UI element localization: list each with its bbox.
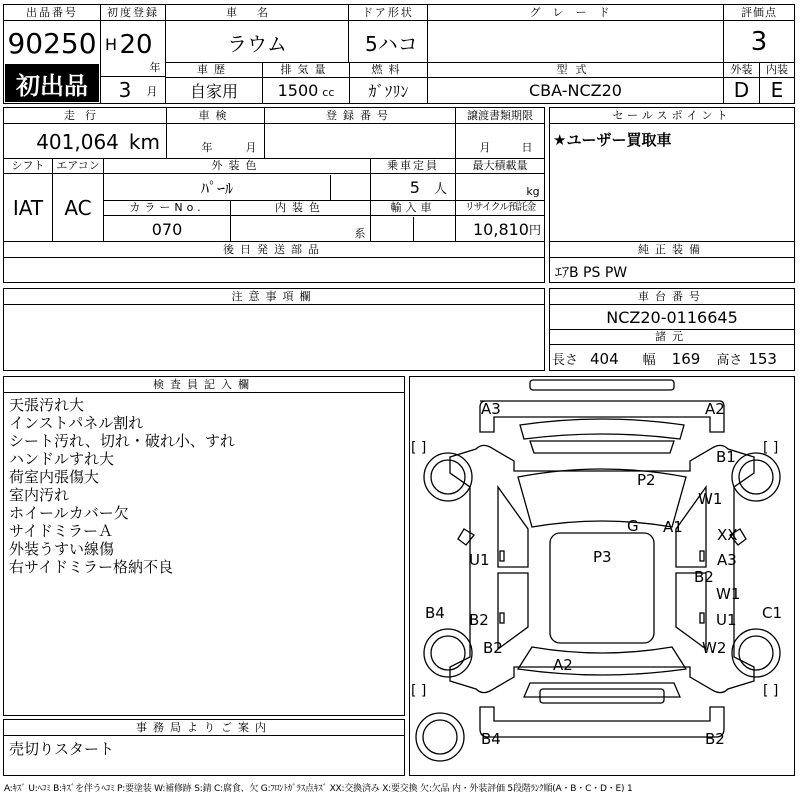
aircon-label: エアコン — [53, 158, 103, 174]
transfer-day-unit: 日 — [521, 141, 533, 154]
displacement-label: 排気量 — [263, 62, 349, 78]
max-load-label: 最大積載量 — [456, 158, 544, 174]
later-parts-label: 後日発送部品 — [4, 242, 544, 258]
height-label: 高さ — [716, 353, 743, 368]
damage-code: B2 — [705, 730, 725, 748]
dimensions-label: 諸元 — [550, 329, 794, 345]
capacity-unit: 人 — [433, 182, 447, 197]
inspector-note: ハンドルすれ大 — [9, 450, 115, 468]
caution-label: 注意事項欄 — [4, 289, 544, 305]
model-value: CBA-NCZ20 — [529, 80, 622, 100]
registration-era: H — [104, 34, 118, 54]
door-label: ドア形状 — [349, 5, 427, 21]
chassis-label: 車台番号 — [550, 289, 794, 305]
recycle-value — [456, 217, 544, 241]
damage-code: U1 — [469, 551, 490, 569]
inspector-note: シート汚れ、切れ・破れ小、すれ — [9, 432, 235, 450]
exterior-grade: D — [733, 78, 750, 102]
int-color-label: 内装色 — [231, 200, 370, 216]
damage-code: A3 — [717, 551, 737, 569]
damage-code: B2 — [469, 611, 489, 629]
legend-text: A:ｷｽﾞ U:ﾍｺﾐ B:ｷｽﾞを伴うﾍｺﾐ P:要塗装 W:補修跡 S:錆 C:腐食、欠 G:ﾌﾛﾝﾄｶﾞﾗｽ点ｷｽﾞ XX:交換済み X:要交換 欠:欠品 内・外装評価 5段階ﾗﾝｸ順(A・B・C・D・E) 1 — [4, 784, 633, 794]
fuel-value: ｶﾞｿﾘﾝ — [368, 81, 409, 101]
inspection-label: 車検 — [167, 108, 264, 124]
damage-code: XX — [717, 526, 738, 544]
car-name: ラウム — [227, 31, 287, 56]
registration-year: 20 — [119, 30, 153, 60]
inspector-note: 天張汚れ大 — [9, 396, 85, 414]
damage-code: W2 — [702, 639, 727, 657]
inspector-label: 検査員記入欄 — [4, 377, 404, 393]
plate-value — [265, 125, 455, 158]
damage-code: U1 — [716, 611, 737, 629]
damage-code: W1 — [698, 490, 723, 508]
transfer-month-unit: 月 — [479, 141, 491, 154]
mileage-unit: km — [128, 129, 160, 154]
ext-color-value: ﾊﾟｰﾙ — [200, 179, 233, 198]
lot-number: 90250 — [7, 26, 97, 60]
damage-code: A2 — [705, 400, 725, 418]
history-label: 車歴 — [166, 62, 262, 78]
capacity-value — [371, 175, 455, 200]
length-label: 長さ — [552, 353, 579, 368]
width-label: 幅 — [642, 353, 656, 368]
recycle-unit: 円 — [528, 222, 541, 237]
recycle-number: 10,810 — [473, 219, 529, 239]
score-label: 評価点 — [724, 5, 794, 21]
import-label: 輸入車 — [371, 200, 455, 216]
inspector-notes — [9, 396, 235, 576]
inspector-note: サイドミラーＡ — [9, 522, 113, 540]
color-no-value: 070 — [151, 219, 183, 239]
sales-point-text: ★ユーザー買取車 — [553, 131, 672, 149]
interior-label: 内装 — [760, 62, 794, 78]
damage-code: G — [627, 517, 639, 535]
damage-code: B4 — [425, 604, 445, 622]
inspector-note: 右サイドミラー格納不良 — [9, 558, 173, 576]
aircon-value: AC — [64, 196, 92, 220]
bracket-rear-left: [ ] — [411, 683, 427, 699]
lot-number-label: 出品番号 — [4, 5, 100, 21]
bracket-front-right: [ ] — [763, 440, 779, 456]
color-no-label: カラーNo. — [104, 200, 230, 216]
grade-value — [428, 22, 723, 62]
mileage-label: 走行 — [4, 108, 166, 124]
registration-month: 3 — [118, 78, 132, 102]
damage-code: C1 — [762, 604, 783, 622]
inspector-note: 外装うすい線傷 — [9, 540, 115, 558]
inspector-note: インストパネル割れ — [9, 414, 144, 432]
int-color-unit: 系 — [354, 227, 366, 240]
office-label: 事務局よりご案内 — [4, 720, 404, 736]
history-value: 自家用 — [189, 81, 238, 101]
damage-code: A2 — [553, 656, 573, 674]
length-value: 404 — [590, 350, 619, 368]
damage-code: W1 — [716, 585, 741, 603]
inspection-month-unit: 月 — [245, 141, 257, 154]
bracket-front-left: [ ] — [411, 440, 427, 456]
shift-label: シフト — [4, 158, 52, 174]
bracket-rear-right: [ ] — [763, 683, 779, 699]
first-listing-badge: 初出品 — [5, 64, 99, 102]
dimensions-row — [552, 349, 792, 369]
grade-label: グレード — [428, 5, 723, 21]
damage-code: B2 — [694, 568, 714, 586]
inspector-note: 荷室内張傷大 — [9, 468, 100, 486]
car-diagram — [410, 377, 794, 775]
mileage-number: 401,064 — [36, 129, 119, 154]
recycle-label: リサイクル預託金 — [456, 200, 544, 216]
score-value: 3 — [750, 27, 768, 57]
interior-grade: E — [770, 78, 784, 102]
registration-year-unit: 年 — [149, 61, 161, 74]
damage-code: A1 — [663, 518, 683, 536]
width-value: 169 — [671, 350, 701, 368]
equipment-label: 純正装備 — [550, 242, 794, 258]
exterior-label: 外装 — [724, 62, 759, 78]
door-type: 5ハコ — [365, 31, 418, 56]
car-name-label: 車名 — [166, 5, 348, 21]
shift-value: IAT — [12, 196, 44, 220]
transfer-label: 譲渡書類期限 — [456, 108, 544, 124]
mileage-value — [4, 125, 166, 158]
office-text: 売切りスタート — [9, 740, 115, 758]
fuel-label: 燃料 — [350, 62, 427, 78]
capacity-label: 乗車定員 — [371, 158, 455, 174]
damage-code: A3 — [481, 400, 501, 418]
displacement-unit: cc — [322, 85, 335, 99]
chassis-number: NCZ20-0116645 — [606, 308, 738, 327]
plate-label: 登録番号 — [265, 108, 455, 124]
inspection-year-unit: 年 — [201, 141, 213, 154]
damage-code: P3 — [593, 548, 612, 566]
damage-code: P2 — [637, 471, 656, 489]
registration-label: 初度登録 — [101, 5, 165, 21]
sales-point-label: セールスポイント — [550, 108, 794, 124]
inspector-note: ホイールカバー欠 — [9, 504, 129, 522]
damage-code: B2 — [483, 639, 503, 657]
inspector-note: 室内汚れ — [9, 486, 70, 504]
displacement-number: 1500 — [277, 80, 319, 100]
capacity-number: 5 — [409, 178, 420, 197]
sales-point-box — [549, 107, 795, 242]
model-label: 型式 — [428, 62, 723, 78]
height-value: 153 — [748, 350, 777, 368]
displacement-value — [263, 78, 349, 102]
damage-code: B1 — [716, 448, 736, 466]
ext-color-label: 外装色 — [104, 158, 370, 174]
equipment-value: ｴｱB PS PW — [555, 265, 628, 281]
registration-month-unit: 月 — [146, 85, 158, 98]
max-load-unit: kg — [526, 184, 540, 198]
damage-code: B4 — [481, 730, 501, 748]
